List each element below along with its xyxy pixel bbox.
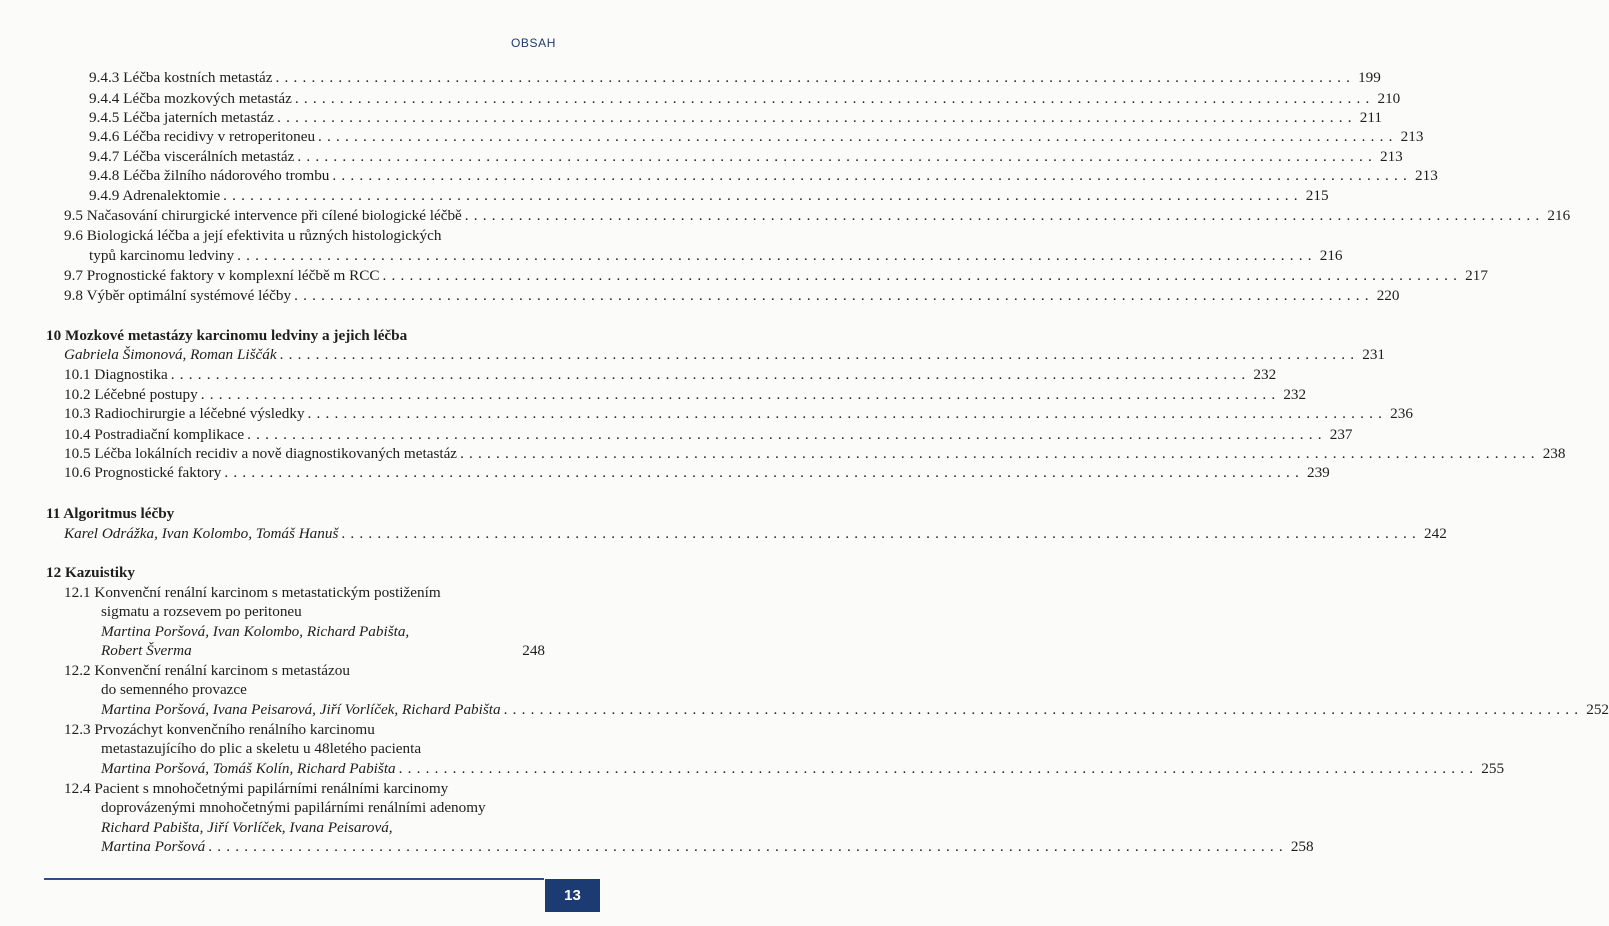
- page-number: 213: [1379, 148, 1403, 165]
- dot-leader: ........................................................................................................................: [277, 109, 1357, 126]
- toc-entry: 10.2 Léčebné postupy ........................................................................................................................ 232: [64, 386, 1307, 403]
- dot-leader: ........................................................................................................................: [460, 445, 1540, 462]
- page-number: 242: [1424, 525, 1447, 542]
- dot-leader: ........................................................................................................................: [341, 525, 1421, 542]
- toc-entry: 9.4.5 Léčba jaterních metastáz ........................................................................................................................ 211: [89, 109, 1382, 126]
- toc-entry: 10.3 Radiochirurgie a léčebné výsledky ........................................................................................................................ 236: [64, 405, 1413, 422]
- toc-entry: Robert Šverma 248: [101, 642, 545, 659]
- toc-entry: 9.4.6 Léčba recidivy v retroperitoneu ........................................................................................................................ 213: [89, 128, 1424, 145]
- page-number: 210: [1377, 90, 1401, 107]
- page-number: 216: [1547, 207, 1571, 224]
- page-number: 215: [1305, 187, 1329, 204]
- toc-entry: Richard Pabišta, Jiří Vorlíček, Ivana Peisarová,: [101, 819, 393, 836]
- page-number: 248: [522, 642, 545, 659]
- toc-entry: Karel Odrážka, Ivan Kolombo, Tomáš Hanuš ........................................................................................................................ 242: [64, 525, 1447, 542]
- chapter-heading: 10 Mozkové metastázy karcinomu ledviny a jejich léčba: [46, 327, 408, 344]
- dot-leader: ........................................................................................................................: [208, 838, 1288, 855]
- dot-leader: ........................................................................................................................: [294, 287, 1374, 304]
- dot-leader: ........................................................................................................................: [318, 128, 1398, 145]
- page-number: 211: [1359, 109, 1382, 126]
- dot-leader: ........................................................................................................................: [170, 366, 1251, 383]
- toc-entry: do semenného provazce: [101, 681, 247, 698]
- toc-entry: sigmatu a rozsevem po peritoneu: [101, 603, 302, 620]
- dot-leader: ........................................................................................................................: [200, 386, 1281, 403]
- toc-entry: 9.7 Prognostické faktory v komplexní léčbě m RCC ........................................................................................................................ 217: [64, 267, 1488, 284]
- dot-leader: [192, 641, 523, 661]
- page-number: 220: [1376, 287, 1400, 304]
- toc-entry: Martina Poršová ........................................................................................................................ 258: [101, 838, 1314, 855]
- dot-leader: ........................................................................................................................: [224, 464, 1304, 481]
- toc-entry: Martina Poršová, Tomáš Kolín, Richard Pabišta ........................................................................................................................ 255: [101, 760, 1505, 777]
- toc-entry: 9.4.3 Léčba kostních metastáz ........................................................................................................................ 199: [89, 69, 1381, 86]
- dot-leader: ........................................................................................................................: [464, 207, 1545, 224]
- toc-entry: 10.6 Prognostické faktory ........................................................................................................................ 239: [64, 464, 1330, 481]
- page-number: 258: [1290, 838, 1314, 855]
- dot-leader: ........................................................................................................................: [307, 405, 1388, 422]
- page-number: 236: [1390, 405, 1413, 422]
- page-number: 255: [1481, 760, 1505, 777]
- toc-entry: 12.1 Konvenční renální karcinom s metastatickým postižením: [64, 584, 441, 601]
- toc-entry: 9.5 Načasování chirurgické intervence při cílené biologické léčbě ........................................................................................................................ 216: [64, 207, 1571, 224]
- dot-leader: ........................................................................................................................: [297, 148, 1377, 165]
- dot-leader: ........................................................................................................................: [223, 187, 1303, 204]
- page-number-badge: 13: [545, 879, 600, 912]
- toc-entry: typů karcinomu ledviny ........................................................................................................................ 216: [89, 247, 1343, 264]
- footer-rule: [44, 878, 544, 880]
- toc-entry: 12.2 Konvenční renální karcinom s metastázou: [64, 662, 350, 679]
- dot-leader: ........................................................................................................................: [398, 760, 1479, 777]
- toc-entry: 12.4 Pacient s mnohočetnými papilárními renálními karcinomy: [64, 780, 449, 797]
- dot-leader: ........................................................................................................................: [332, 167, 1413, 184]
- page-number: 199: [1358, 69, 1381, 86]
- toc-entry: Martina Poršová, Ivan Kolombo, Richard Pabišta,: [101, 623, 410, 640]
- toc-entry: doprovázenými mnohočetnými papilárními renálními adenomy: [101, 799, 486, 816]
- toc-entry: 10.5 Léčba lokálních recidiv a nově diagnostikovaných metastáz ........................................................................................................................ 238: [64, 445, 1566, 462]
- page-number: 238: [1542, 445, 1566, 462]
- chapter-heading: 12 Kazuistiky: [46, 564, 136, 581]
- toc-entry: metastazujícího do plic a skeletu u 48letého pacienta: [101, 740, 422, 757]
- dot-leader: ........................................................................................................................: [279, 346, 1360, 363]
- toc-entry: 10.1 Diagnostika ........................................................................................................................ 232: [64, 366, 1277, 383]
- dot-leader: ........................................................................................................................: [247, 426, 1327, 443]
- page-number: 237: [1329, 426, 1353, 443]
- page-number: 252: [1586, 701, 1609, 718]
- chapter-heading: 11 Algoritmus léčby: [46, 505, 175, 522]
- toc-entry: 9.4.4 Léčba mozkových metastáz ........................................................................................................................ 210: [89, 90, 1401, 107]
- dot-leader: ........................................................................................................................: [294, 90, 1375, 107]
- toc-entry: 9.4.8 Léčba žilního nádorového trombu ........................................................................................................................ 213: [89, 167, 1438, 184]
- page-number: 239: [1306, 464, 1330, 481]
- page-number: 232: [1253, 366, 1277, 383]
- toc-entry: 10.4 Postradiační komplikace ........................................................................................................................ 237: [64, 426, 1353, 443]
- dot-leader: ........................................................................................................................: [503, 701, 1584, 718]
- dot-leader: ........................................................................................................................: [382, 267, 1463, 284]
- page-number: 232: [1283, 386, 1307, 403]
- toc-entry: Gabriela Šimonová, Roman Liščák ........................................................................................................................ 231: [64, 346, 1386, 363]
- toc-entry: 9.8 Výběr optimální systémové léčby ........................................................................................................................ 220: [64, 287, 1400, 304]
- toc-entry: 12.3 Prvozáchyt konvenčního renálního karcinomu: [64, 721, 375, 738]
- running-header: OBSAH: [510, 36, 556, 50]
- page-number: 217: [1465, 267, 1488, 284]
- toc-entry: 9.4.7 Léčba viscerálních metastáz ........................................................................................................................ 213: [89, 148, 1403, 165]
- page-number: 231: [1362, 346, 1386, 363]
- dot-leader: ........................................................................................................................: [237, 247, 1317, 264]
- toc-entry: Martina Poršová, Ivana Peisarová, Jiří Vorlíček, Richard Pabišta ........................................................................................................................ 252: [101, 701, 1609, 718]
- toc-entry: 9.4.9 Adrenalektomie ........................................................................................................................ 215: [89, 187, 1329, 204]
- page-number: 216: [1319, 247, 1343, 264]
- page-number: 213: [1400, 128, 1424, 145]
- dot-leader: ........................................................................................................................: [275, 69, 1356, 86]
- page-number: 213: [1415, 167, 1438, 184]
- toc-entry: 9.6 Biologická léčba a její efektivita u různých histologických: [64, 227, 442, 244]
